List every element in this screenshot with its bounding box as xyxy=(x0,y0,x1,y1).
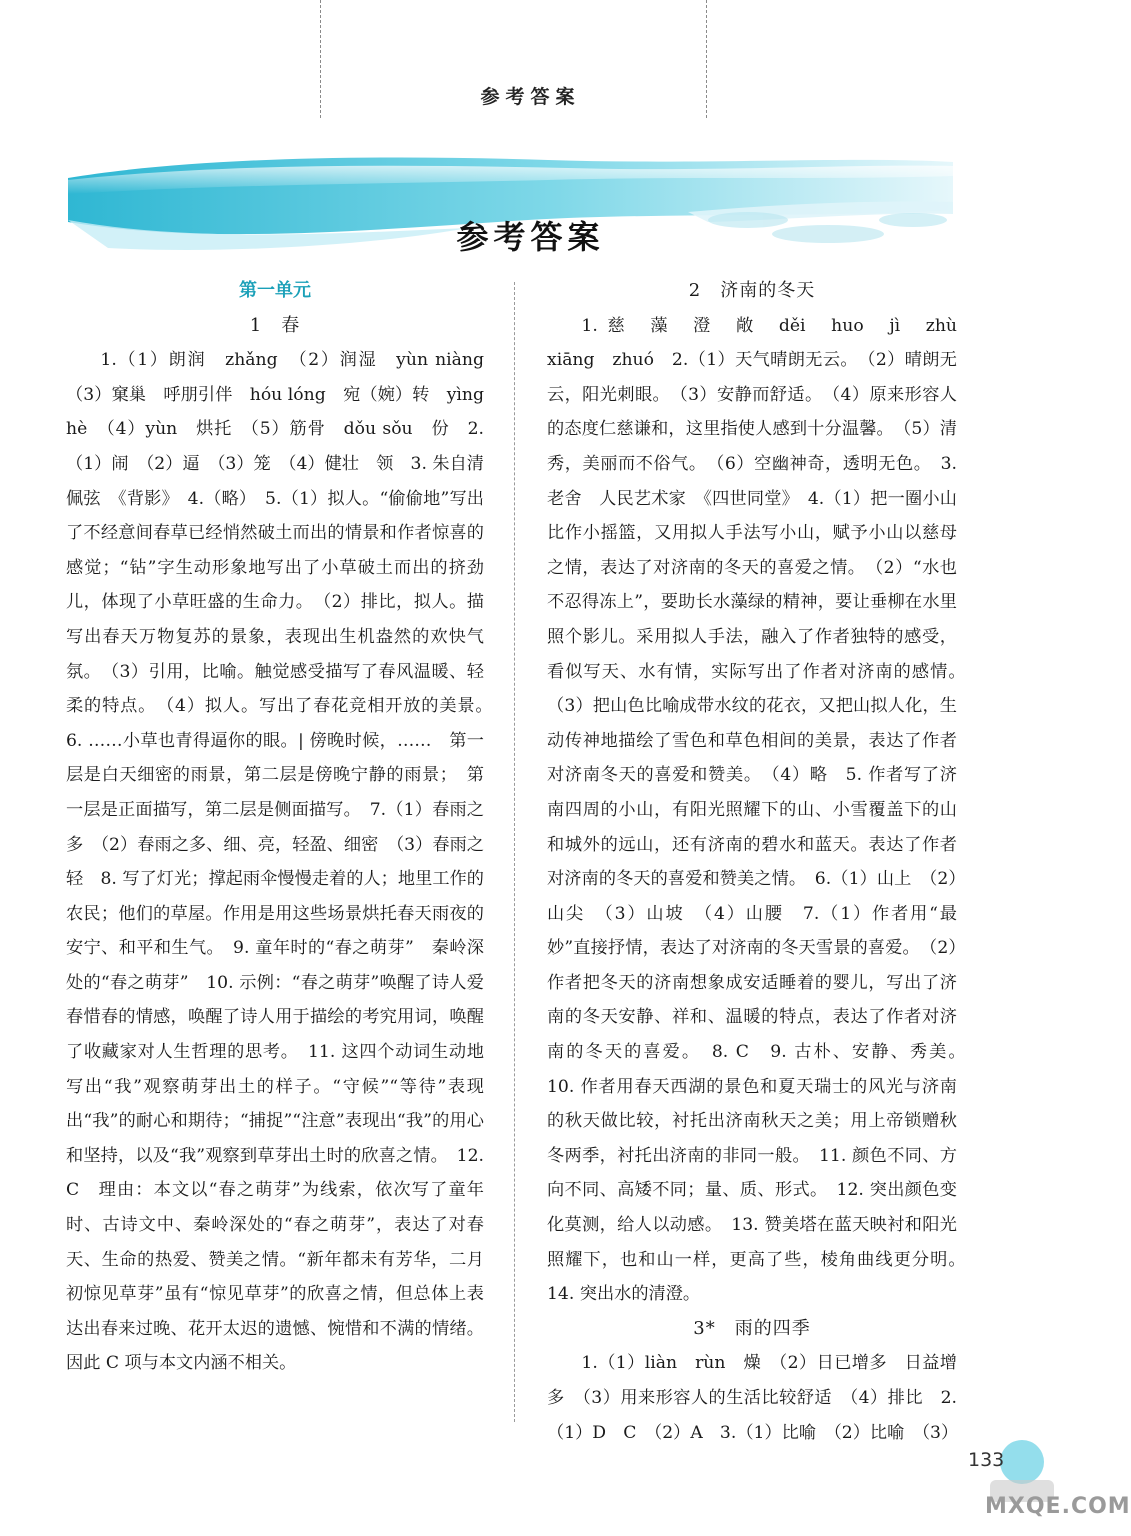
lesson-2-answers: 1. 慈 藻 澄 敞 děi huo jì zhù xiāng zhuó 2.（1）天气晴朗无云。 （2）晴朗无云，阳光刺眼。 （3）安静而舒适。 （4）原来形容人的态度仁慈谦和，这里指使人感到十分温馨。 （5）清秀，美丽而不俗气。 （6）空幽神奇，透明无色。 3. 老舍 人民艺术家 《四世同堂》 4.（1）把一圈小山比作小摇篮，又用拟人手法写小山，赋予小山以慈母之情，表达了对济南的冬天的喜爱之情。 （2）“水也不忍得冻上”，要助长水藻绿的精神，要让垂柳在水里照个影儿。采用拟人手法，融入了作者独特的感受，看似写天、水有情，实际写出了作者对济南的感情。 （3）把山色比喻成带水纹的花衣，又把山拟人化，生动传神地描绘了雪色和草色相间的美景，表达了作者对济南冬天的喜爱和赞美。 （4）略 5. 作者写了济南四周的小山，有阳光照耀下的山、小雪覆盖下的山和城外的远山，还有济南的碧水和蓝天。表达了作者对济南的冬天的喜爱和赞美之情。 6.（1）山上 （2）山尖 （3）山坡 （4）山腰 7.（1）作者用“最妙”直接抒情，表达了对济南的冬天雪景的喜爱。 （2）作者把冬天的济南想象成安适睡着的婴儿，写出了济南的冬天安静、祥和、温暖的特点，表达了作者对济南的冬天的喜爱。 8. C 9. 古朴、安静、秀美。 10. 作者用春天西湖的景色和夏天瑞士的风光与济南的秋天做比较，衬托出济南秋天之美；用上帝锁赠秋冬两季，衬托出济南的非同一般。 11. 颜色不同、方向不同、高矮不同；量、质、形式。 12. 突出颜色变化莫测，给人以动感。 13. 赞美塔在蓝天映衬和阳光照耀下，也和山一样，更高了些，棱角曲线更分明。 14. 突出水的清澄。 xyxy=(547,315,975,1305)
lesson-1-title: 1 春 xyxy=(249,314,301,336)
banner-title: 参考答案 xyxy=(456,218,605,256)
lesson-3-answers: 1.（1）liàn rùn 燥 （2）日已增多 日益增多 （3）用来形容人的生活比较舒适 （4）排比 2.（1）D C （2）A 3.（1）比喻 （2）比喻 （3） xyxy=(547,1353,959,1443)
unit-title: 第一单元 xyxy=(239,280,311,301)
header-title: 参考答案 xyxy=(480,86,581,108)
watermark-text: MXQE.COM xyxy=(985,1494,1131,1519)
right-column xyxy=(547,274,975,1450)
left-column xyxy=(66,274,502,1381)
lesson-1-answers: 1.（1）朗润 zhǎng （2）润湿 yùn niàng （3）窠巢 呼朋引伴 hóu lóng 宛（婉）转 yìng hè （4）yùn 烘托 （5）筋骨 dǒu sǒu 份 2.（1）闹 （2）逼 （3）笼 （4）健壮 领 3. 朱自清 佩弦 《背影》 4.（略） 5.（1）拟人。“偷偷地”写出了不经意间春草已经悄然破土而出的情景和作者惊喜的感觉；“钻”字生动形象地写出了小草破土而出的挤劲儿，体现了小草旺盛的生命力。 （2）排比，拟人。描写出春天万物复苏的景象，表现出生机盎然的欢快气氛。 （3）引用，比喻。触觉感受描写了春风温暖、轻柔的特点。 （4）拟人。写出了春花竞相开放的美景。 6. ……小草也青得逼你的眼。| 傍晚时候，…… 第一层是白天细密的雨景，第二层是傍晚宁静的雨景； 第一层是正面描写，第二层是侧面描写。 7.（1）春雨之多 （2）春雨之多、细、亮，轻盈、细密 （3）春雨之轻 8. 写了灯光；撑起雨伞慢慢走着的人；地里工作的农民；他们的草屋。作用是用这些场景烘托春天雨夜的安宁、和平和生气。 9. 童年时的“春之萌芽” 秦岭深处的“春之萌芽” 10. 示例：“春之萌芽”唤醒了诗人爱春惜春的情感，唤醒了诗人用于描绘的考究用词，唤醒了收藏家对人生哲理的思考。 11. 这四个动词生动地写出“我”观察萌芽出土的样子。“守候”“等待”表现出“我”的耐心和期待；“捕捉”“注意”表现出“我”的用心和坚持，以及“我”观察到草芽出土时的欣喜之情。 12. C 理由：本文以“春之萌芽”为线索，依次写了童年时、古诗文中、秦岭深处的“春之萌芽”，表达了对春天、生命的热爱、赞美之情。“新年都未有芳华，二月初惊见草芽”虽有“惊见草芽”的欣喜之情，但总体上表达出春来过晚、花开太迟的遗憾、惋惜和不满的情绪。因此 C 项与本文内涵不相关。 xyxy=(66,350,502,1374)
page-number: 133 xyxy=(968,1449,1005,1471)
lesson-2-title: 2 济南的冬天 xyxy=(688,280,816,301)
lesson-3-title: 3* 雨的四季 xyxy=(693,1317,811,1339)
column-divider xyxy=(514,282,515,1422)
